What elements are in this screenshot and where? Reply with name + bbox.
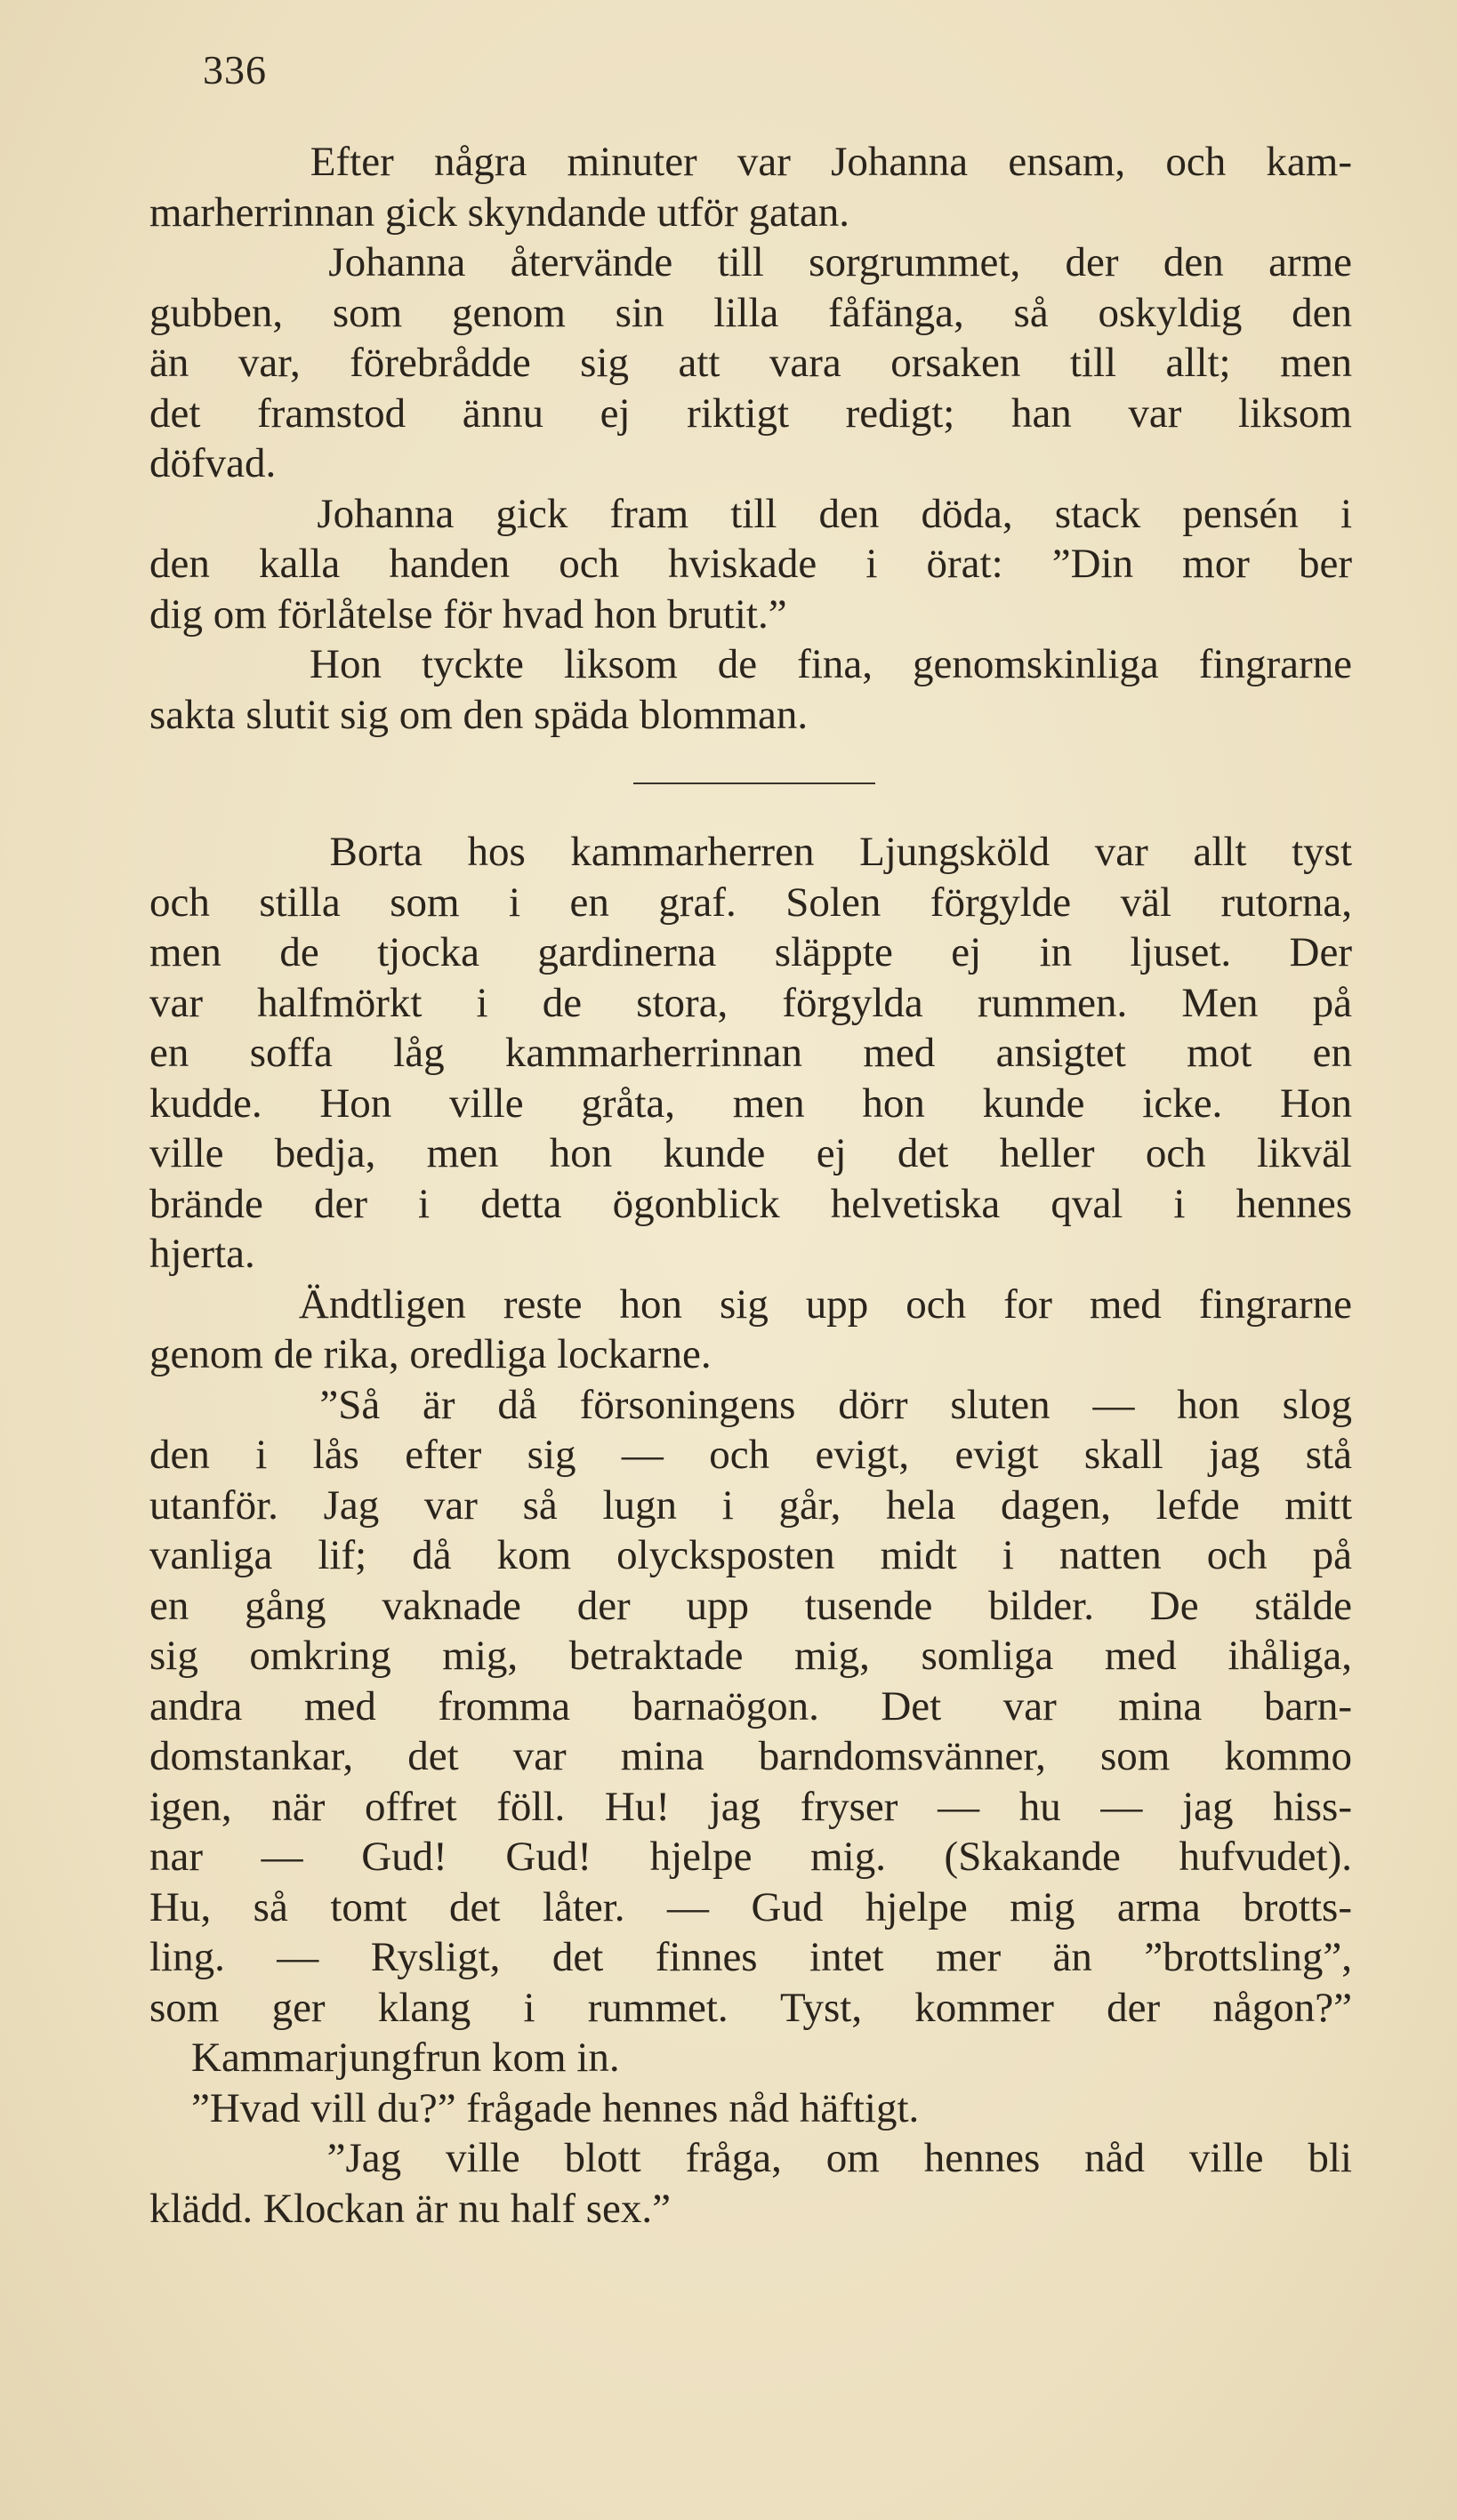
text-section-2 — [149, 827, 1352, 2234]
text-line: Borta hos kammarherren Ljungsköld var allt tyst — [149, 829, 1352, 875]
text-line: dig om förlåtelse för hvad hon brutit.” — [149, 590, 787, 638]
text-line: Hu, så tomt det låter. — Gud hjelpe mig arma brotts- — [149, 1883, 1352, 1930]
text-line: Kammarjungfrun kom in. — [149, 2034, 620, 2081]
text-line: Ändtligen reste hon sig upp och for med fingrarne — [149, 1280, 1352, 1328]
text-line: döfvad. — [149, 440, 277, 486]
text-line: den i lås efter sig — och evigt, evigt skall jag stå — [149, 1432, 1352, 1478]
text-line: en soffa låg kammarherrinnan med ansigtet mot en — [149, 1030, 1352, 1076]
text-section-1 — [149, 137, 1352, 740]
text-line: andra med fromma barnaögon. Det var mina barn- — [149, 1682, 1352, 1729]
text-line: ling. — Rysligt, det finnes intet mer än ”brottsling”, — [149, 1934, 1352, 1980]
text-line: utanför. Jag var så lugn i går, hela dagen, lefde mitt — [149, 1481, 1352, 1529]
text-line: och stilla som i en graf. Solen förgylde väl rutorna, — [149, 879, 1352, 926]
text-line: ”Så är då försoningens dörr sluten — hon slog — [149, 1381, 1352, 1428]
text-line: domstankar, det var mina barndomsvänner, som kommo — [149, 1733, 1352, 1779]
text-line: sakta slutit sig om den späda blomman. — [149, 691, 809, 738]
text-line: vanliga lif; då kom olycksposten midt i natten och på — [149, 1532, 1352, 1578]
text-line: den kalla handen och hviskade i örat: ”Din mor ber — [149, 541, 1352, 587]
text-line: ”Jag ville blott fråga, om hennes nåd ville bli — [149, 2135, 1352, 2181]
text-line: sig omkring mig, betraktade mig, somliga med ihåliga, — [149, 1633, 1352, 1679]
text-line: Johanna återvände till sorgrummet, der den arme — [149, 239, 1352, 285]
text-line: marherrinnan gick skyndande utför gatan. — [149, 189, 849, 236]
text-line: men de tjocka gardinerna släppte ej in ljuset. Der — [149, 929, 1352, 975]
section-divider — [633, 782, 875, 784]
text-line: Johanna gick fram till den döda, stack pensén i — [149, 490, 1352, 537]
text-line: nar — Gud! Gud! hjelpe mig. (Skakande hufvudet). — [149, 1834, 1352, 1880]
text-line: ”Hvad vill du?” frågade hennes nåd häftigt. — [149, 2084, 920, 2131]
text-line: kudde. Hon ville gråta, men hon kunde icke. Hon — [149, 1079, 1352, 1127]
text-line: gubben, som genom sin lilla fåfänga, så oskyldig den — [149, 289, 1352, 336]
text-line: Efter några minuter var Johanna ensam, och kam- — [149, 139, 1352, 185]
text-line: ville bedja, men hon kunde ej det heller och likväl — [149, 1130, 1352, 1176]
text-line: genom de rika, oredliga lockarne. — [149, 1331, 712, 1377]
page-number: 336 — [203, 47, 267, 92]
text-line: som ger klang i rummet. Tyst, kommer der någon?” — [149, 1984, 1352, 2031]
text-line: en gång vaknade der upp tusende bilder. De stälde — [149, 1582, 1352, 1629]
text-line: hjerta. — [149, 1231, 255, 1277]
text-line: var halfmörkt i de stora, förgylda rummen. Men på — [149, 979, 1352, 1026]
text-line: brände der i detta ögonblick helvetiska qval i hennes — [149, 1180, 1352, 1227]
text-line: igen, när offret föll. Hu! jag fryser — hu — jag hiss- — [149, 1783, 1352, 1830]
text-line: än var, förebrådde sig att vara orsaken till allt; men — [149, 340, 1352, 386]
text-line: det framstod ännu ej riktigt redigt; han var liksom — [149, 389, 1352, 437]
text-line: Hon tyckte liksom de fina, genomskinliga fingrarne — [149, 641, 1352, 687]
text-line: klädd. Klockan är nu half sex.” — [149, 2185, 671, 2232]
